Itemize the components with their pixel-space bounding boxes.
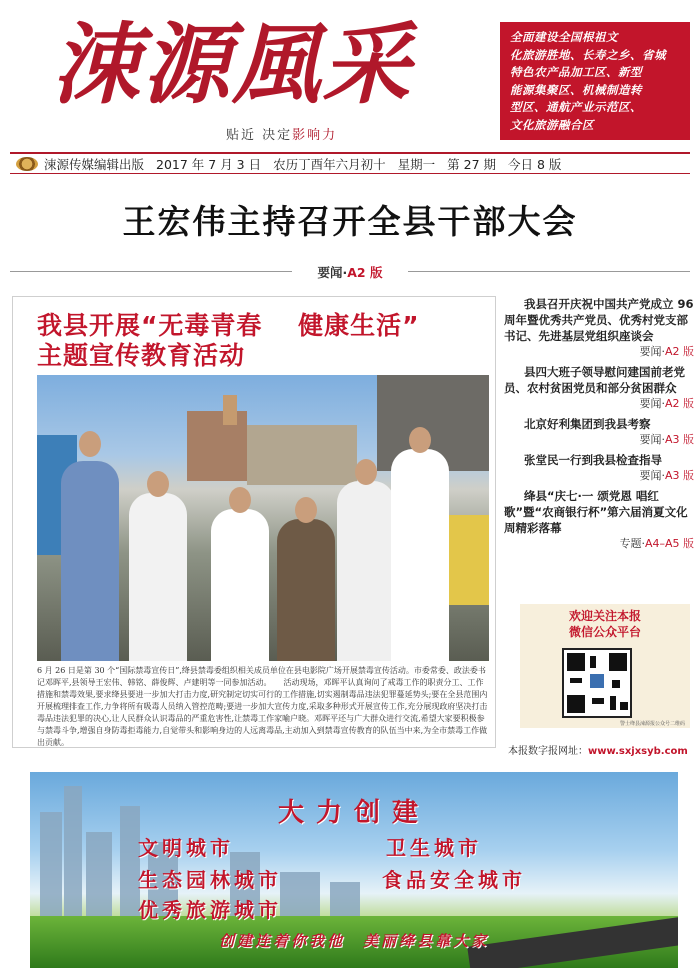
civic-campaign-ad (30, 772, 678, 968)
wechat-box (520, 604, 690, 728)
person-head (295, 497, 317, 523)
index-section: 要闻· (639, 433, 665, 446)
weekday: 星期一 (397, 156, 436, 172)
qr-module (570, 678, 582, 683)
lunar-date: 农历丁酉年六月初十 (273, 156, 386, 172)
digital-url-link[interactable]: www.sxjxsyb.com (588, 746, 688, 757)
index-page: A4–A5 版 (644, 537, 694, 550)
qr-module (590, 656, 596, 668)
index-reference (504, 536, 694, 552)
index-reference (504, 396, 694, 412)
index-item[interactable] (504, 488, 694, 552)
reference-page: A2 版 (347, 265, 383, 280)
qr-caption: 警士绛县涑源报公众号二维码 (620, 721, 686, 727)
index-title: 县四大班子领导慰问建国前老党员、农村贫困党员和部分贫困群众 (504, 365, 685, 395)
feature-photo (37, 375, 489, 661)
feature-title-line: 我县开展“无毒青春 健康生活” (37, 311, 420, 340)
qr-finder (609, 653, 627, 671)
person (61, 461, 119, 661)
slogan-highlight: 影响力 (292, 128, 338, 143)
index-reference (504, 344, 694, 360)
slogan-line: 化旅游胜地、长寿之乡、省城 (510, 47, 666, 62)
index-section: 要闻· (639, 397, 665, 410)
index-item[interactable] (504, 452, 694, 484)
reference-section: 要闻· (317, 265, 348, 280)
qr-module (620, 702, 628, 710)
ad-tagline: 创建连着你我他 美丽绛县靠大家 (218, 932, 489, 950)
qr-module (612, 680, 620, 688)
index-title: 张堂民一行到我县检查指导 (524, 453, 662, 467)
slogan-line: 能源集聚区、机械制造转 (510, 82, 642, 97)
index-page: A2 版 (664, 345, 694, 358)
ad-goal: 食品安全城市 (382, 868, 526, 892)
publisher: 涑源传媒编辑出版 (44, 156, 145, 172)
building (187, 411, 247, 481)
feature-caption: 6 月 26 日是第 30 个“国际禁毒宣传日”,绛县禁毒委组织相关成员单位在县电影院广场开展禁毒宣传活动。市委常委、政法委书记邓晖平,县领导王宏伟、韩铭、薛俊辉、卢建明等一同参加活动。 活动现场，邓晖平认真询问了戒毒工作的职责分工、工作措施和禁毒效果,要求绛县要进一步加大打击力度,研究制定切实可行的工作措施,切实遏制毒品违法犯罪蔓延势头;要在全县范围内开展梳理排查工作,力争将所有吸毒人员纳入管控范畴;要进一步加大宣传力度,采取多种形式开展宣传工作,充分展现政府坚决打击毒品违法犯罪的决心,让人民群众认识毒品的严重危害性,让禁毒工作家喻户晓。邓晖平还与广大群众进行交流,希望大家要积极参与禁毒斗争,增强自身防毒拒毒能力,自觉带头和影响身边的人远离毒品,主动加入到禁毒宣传教育的队伍当中来,为全市禁毒工作做出贡献。 (37, 666, 488, 747)
slogan-line: 特色农产品加工区、新型 (510, 65, 642, 79)
index-item[interactable] (504, 416, 694, 448)
slogan-line: 全面建设全国根祖文 (510, 30, 618, 44)
ad-goal: 优秀旅游城市 (138, 898, 282, 922)
masthead (0, 0, 700, 150)
wechat-title (520, 608, 690, 640)
issue-date: 2017 年 7 月 3 日 (156, 156, 262, 172)
ad-goal: 文明城市 (138, 836, 234, 860)
slogan-line: 文化旅游融合区 (510, 117, 594, 132)
qr-module (610, 696, 616, 710)
person-head (409, 427, 431, 453)
feature-title[interactable] (37, 311, 420, 371)
person (391, 449, 449, 661)
digital-edition (508, 742, 698, 757)
index-section: 要闻· (639, 345, 665, 358)
index-reference (504, 468, 694, 484)
slogan-line: 型区、通航产业示范区、 (510, 100, 642, 114)
lead-headline[interactable]: 王宏伟主持召开全县干部大会 (122, 202, 578, 241)
wechat-title-line: 微信公众平台 (568, 625, 641, 639)
feature-title-line: 主题宣传教育活动 (37, 341, 246, 370)
person (211, 509, 269, 661)
digital-label: 本报数字报网址： (508, 746, 588, 757)
slogan-prefix: 贴近 决定 (226, 128, 293, 143)
index-section: 专题· (619, 537, 645, 550)
index-page: A3 版 (664, 469, 694, 482)
index-item[interactable] (504, 296, 694, 360)
person (129, 493, 187, 661)
page-reference[interactable] (10, 263, 690, 281)
index-title: 我县召开庆祝中国共产党成立 96 周年暨优秀共产党员、优秀村党支部书记、先进基层党组织座谈会 (504, 297, 694, 343)
wechat-title-line: 欢迎关注本报 (568, 609, 641, 623)
page-count: 今日 8 版 (508, 156, 562, 172)
ad-goal: 生态园林城市 (138, 868, 282, 892)
index-title: 北京好利集团到我县考察 (524, 417, 651, 431)
qr-finder (567, 695, 585, 713)
skyscraper (40, 812, 62, 932)
building (223, 395, 237, 425)
publisher-logo-icon (16, 157, 38, 171)
index-section: 要闻· (639, 469, 665, 482)
building (247, 425, 357, 485)
qr-logo (590, 674, 604, 688)
index-item[interactable] (504, 364, 694, 412)
person-head (355, 459, 377, 485)
person (337, 481, 395, 661)
person-head (229, 487, 251, 513)
index-page: A3 版 (664, 433, 694, 446)
ad-goal: 卫生城市 (386, 836, 482, 860)
slogan-box (500, 22, 690, 140)
newspaper-title: 涑源風采 (52, 12, 413, 116)
person-head (147, 471, 169, 497)
index-reference (504, 432, 694, 448)
issue-number: 第 27 期 (447, 156, 496, 172)
qr-finder (567, 653, 585, 671)
person-head (79, 431, 101, 457)
feature-story (12, 296, 496, 748)
news-index (504, 296, 694, 556)
person (277, 519, 335, 661)
index-page: A2 版 (664, 397, 694, 410)
issue-bar (10, 152, 690, 174)
ad-heading: 大力创建 (277, 798, 430, 828)
headline-reference (10, 262, 690, 282)
qr-module (592, 698, 604, 704)
qr-code-icon[interactable] (562, 648, 632, 718)
masthead-slogan (226, 124, 337, 143)
index-title: 绛县“庆七·一 颂党恩 唱红歌”暨“农商银行杯”第六届消夏文化周精彩落幕 (504, 489, 688, 535)
